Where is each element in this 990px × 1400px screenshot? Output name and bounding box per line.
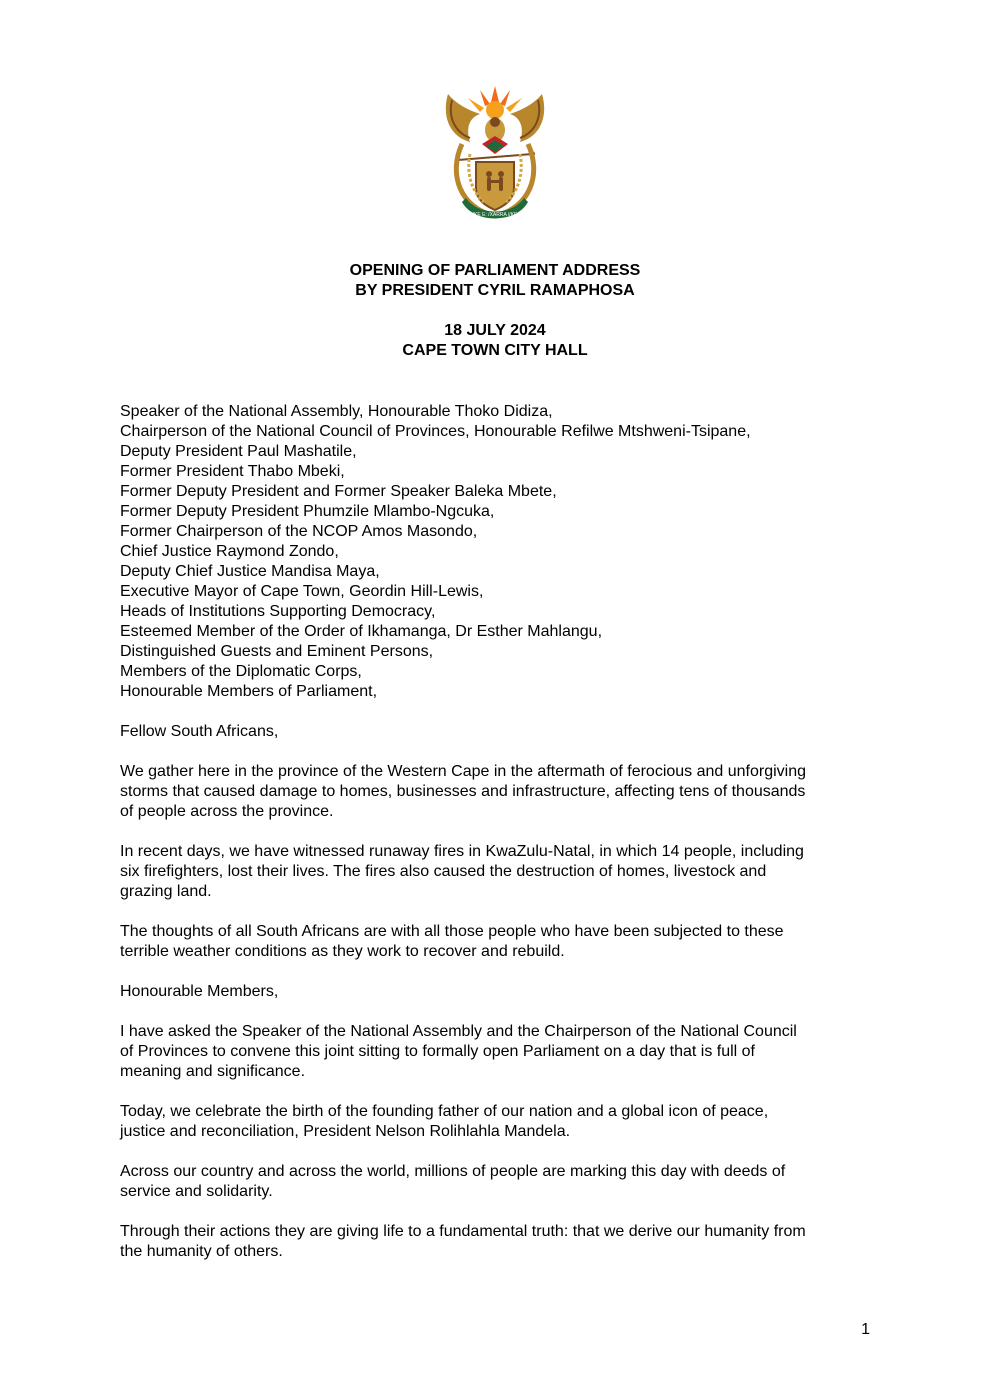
date-venue-block xyxy=(0,321,990,361)
paragraph xyxy=(120,1162,880,1202)
page-number: 1 xyxy=(861,1321,870,1338)
paragraph-line: Today, we celebrate the birth of the founding father of our nation and a global icon of peace, xyxy=(120,1103,769,1120)
paragraph-line: grazing land. xyxy=(120,883,212,900)
title-line-2: BY PRESIDENT CYRIL RAMAPHOSA xyxy=(355,282,635,299)
paragraph-line: Honourable Members, xyxy=(120,983,279,1000)
speech-body xyxy=(120,402,880,1282)
salutation-line: Speaker of the National Assembly, Honourable Thoko Didiza, xyxy=(120,403,553,420)
salutation-line: Distinguished Guests and Eminent Persons, xyxy=(120,643,434,660)
title-block xyxy=(0,261,990,301)
title-line-1: OPENING OF PARLIAMENT ADDRESS xyxy=(349,262,641,279)
paragraph-line: In recent days, we have witnessed runaway fires in KwaZulu-Natal, in which 14 people, including xyxy=(120,843,804,860)
paragraph xyxy=(120,762,880,822)
paragraph-line: The thoughts of all South Africans are with all those people who have been subjected to these xyxy=(120,923,784,940)
paragraph-line: service and solidarity. xyxy=(120,1183,273,1200)
coat-of-arms-icon xyxy=(440,84,550,226)
paragraph xyxy=(120,922,880,962)
paragraph-line: six firefighters, lost their lives. The fires also caused the destruction of homes, livestock and xyxy=(120,863,767,880)
salutation-line: Former Deputy President and Former Speaker Baleka Mbete, xyxy=(120,483,557,500)
paragraph-line: justice and reconciliation, President Nelson Rolihlahla Mandela. xyxy=(120,1123,571,1140)
address-venue: CAPE TOWN CITY HALL xyxy=(402,342,588,359)
paragraph-line: Through their actions they are giving life to a fundamental truth: that we derive our humanity from xyxy=(120,1223,806,1240)
paragraph-line: storms that caused damage to homes, businesses and infrastructure, affecting tens of thousands xyxy=(120,783,806,800)
paragraph xyxy=(120,842,880,902)
paragraph-line: meaning and significance. xyxy=(120,1063,306,1080)
salutation-line: Deputy Chief Justice Mandisa Maya, xyxy=(120,563,380,580)
address-date: 18 JULY 2024 xyxy=(444,322,546,339)
paragraph-line: Fellow South Africans, xyxy=(120,723,279,740)
paragraph-line: Across our country and across the world, millions of people are marking this day with deeds of xyxy=(120,1163,786,1180)
paragraph xyxy=(120,982,880,1002)
salutation-line: Former President Thabo Mbeki, xyxy=(120,463,345,480)
paragraph xyxy=(120,1102,880,1142)
salutation-line: Former Chairperson of the NCOP Amos Masondo, xyxy=(120,523,478,540)
salutation-line: Heads of Institutions Supporting Democracy, xyxy=(120,603,436,620)
salutation-line: Chief Justice Raymond Zondo, xyxy=(120,543,339,560)
salutations-list xyxy=(120,402,880,702)
salutation-line: Esteemed Member of the Order of Ikhamanga, Dr Esther Mahlangu, xyxy=(120,623,603,640)
paragraph-line: the humanity of others. xyxy=(120,1243,283,1260)
salutation-line: Executive Mayor of Cape Town, Geordin Hill-Lewis, xyxy=(120,583,484,600)
paragraph-line: of people across the province. xyxy=(120,803,334,820)
salutation-line: Deputy President Paul Mashatile, xyxy=(120,443,357,460)
salutation-line: Former Deputy President Phumzile Mlambo-Ngcuka, xyxy=(120,503,495,520)
paragraph xyxy=(120,1022,880,1082)
motto-text: !KE E: /XARRA //KE xyxy=(472,212,518,218)
paragraph-line: terrible weather conditions as they work to recover and rebuild. xyxy=(120,943,565,960)
salutation-line: Honourable Members of Parliament, xyxy=(120,683,378,700)
salutation-line: Chairperson of the National Council of Provinces, Honourable Refilwe Mtshweni-Tsipane, xyxy=(120,423,751,440)
paragraph xyxy=(120,1222,880,1262)
paragraph-line: of Provinces to convene this joint sitting to formally open Parliament on a day that is full of xyxy=(120,1043,755,1060)
paragraph xyxy=(120,722,880,742)
salutation-line: Members of the Diplomatic Corps, xyxy=(120,663,362,680)
paragraph-line: I have asked the Speaker of the National Assembly and the Chairperson of the National Council xyxy=(120,1023,797,1040)
paragraph-line: We gather here in the province of the Western Cape in the aftermath of ferocious and unforgiving xyxy=(120,763,807,780)
